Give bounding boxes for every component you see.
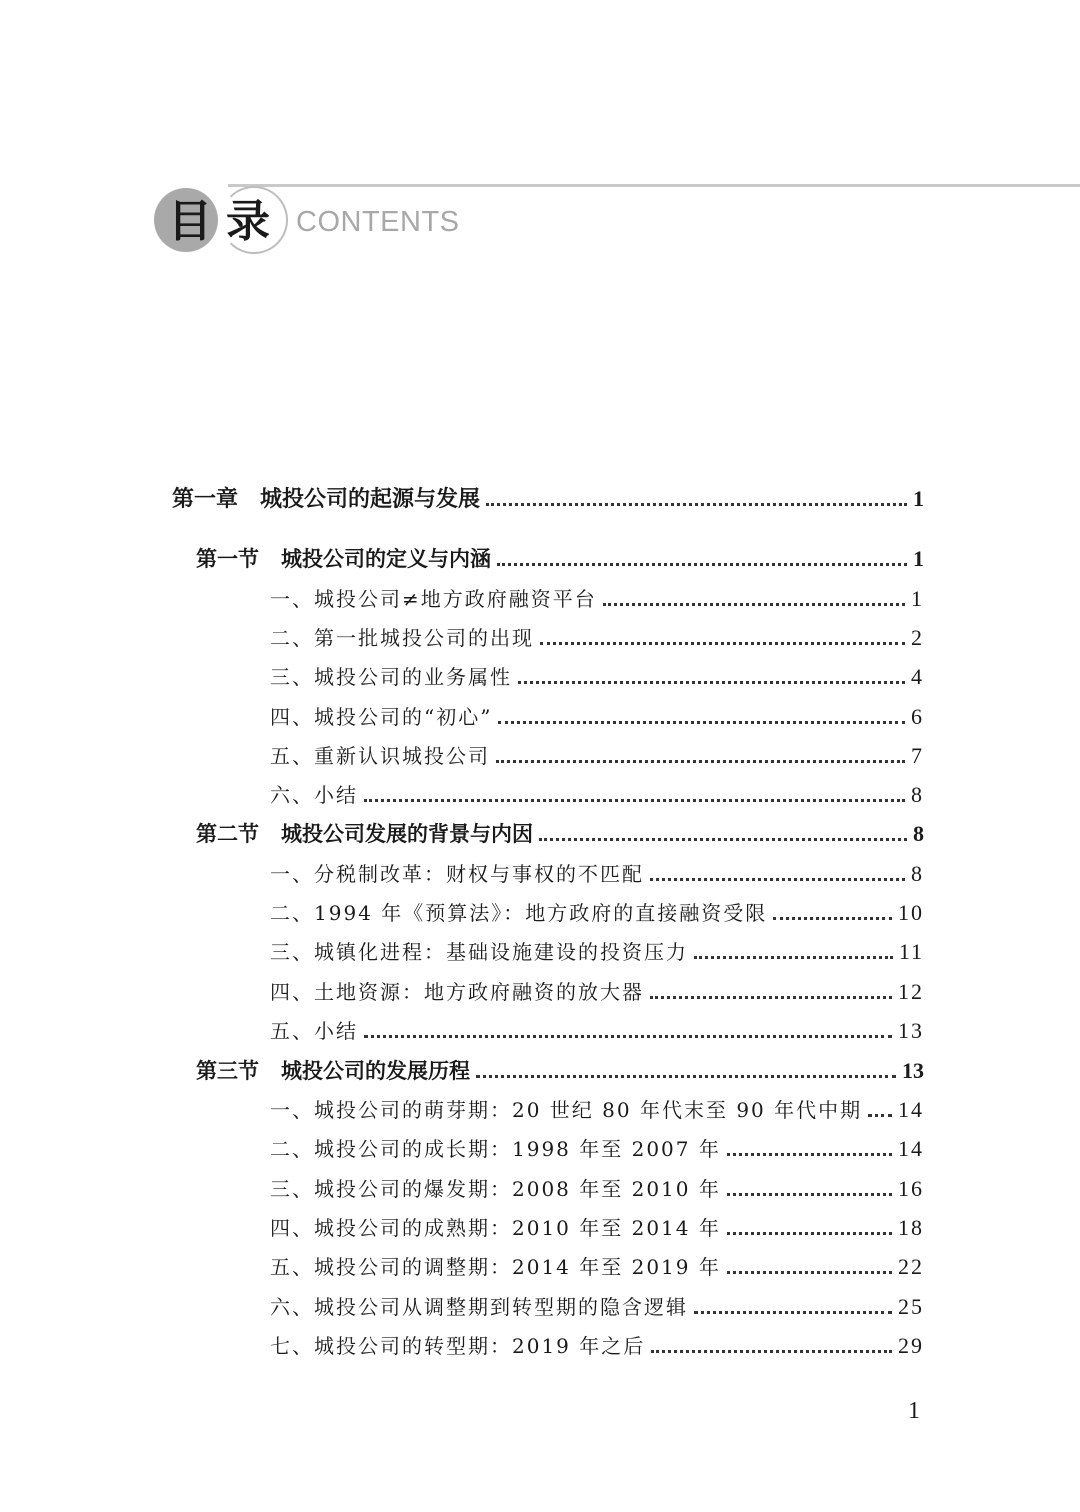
item-page: 14 (898, 1097, 924, 1122)
item-title: 六、城投公司从调整期到转型期的隐含逻辑 (270, 1295, 688, 1319)
leader-dots (498, 721, 905, 724)
toc-item[interactable] (270, 933, 924, 967)
item-title: 三、城投公司的业务属性 (270, 665, 512, 689)
item-page: 29 (898, 1333, 924, 1358)
title-char-lu: 录 (226, 196, 270, 247)
section-page: 1 (913, 546, 924, 571)
item-page: 11 (898, 939, 924, 964)
leader-dots (727, 1232, 892, 1235)
toc-item[interactable] (270, 1091, 924, 1125)
item-page: 2 (911, 625, 924, 650)
chapter-number: 第一章 (172, 486, 239, 512)
item-title: 五、城投公司的调整期：2014 年至 2019 年 (270, 1255, 721, 1279)
item-title: 四、城投公司的“初心” (270, 705, 493, 729)
item-page: 12 (898, 979, 924, 1004)
item-page: 1 (911, 586, 924, 611)
item-title: 二、1994 年《预算法》：地方政府的直接融资受限 (270, 901, 768, 925)
item-title: 一、城投公司的萌芽期：20 世纪 80 年代末至 90 年代中期 (270, 1098, 863, 1122)
toc-item[interactable] (270, 737, 924, 771)
toc-item[interactable] (270, 1248, 924, 1282)
item-title: 二、第一批城投公司的出现 (270, 626, 534, 650)
item-title: 三、城镇化进程：基础设施建设的投资压力 (270, 940, 688, 964)
item-title: 一、城投公司≠地方政府融资平台 (270, 587, 597, 611)
item-page: 8 (911, 861, 924, 886)
leader-dots (476, 1075, 896, 1078)
leader-dots (364, 799, 905, 802)
toc-item[interactable] (270, 894, 924, 928)
toc-section-3[interactable] (196, 1052, 924, 1086)
chapter-page: 1 (913, 486, 924, 511)
leader-dots (651, 1350, 892, 1353)
section-title: 城投公司的发展历程 (281, 1059, 470, 1083)
contents-header (150, 184, 550, 256)
item-title: 五、小结 (270, 1019, 358, 1043)
toc-item[interactable] (270, 1130, 924, 1164)
toc-section-2[interactable] (196, 815, 924, 849)
contents-subtitle: CONTENTS (296, 206, 460, 238)
leader-dots (518, 681, 905, 684)
item-title: 七、城投公司的转型期：2019 年之后 (270, 1334, 646, 1358)
toc-item[interactable] (270, 1327, 924, 1361)
item-title: 二、城投公司的成长期：1998 年至 2007 年 (270, 1137, 721, 1161)
item-title: 三、城投公司的爆发期：2008 年至 2010 年 (270, 1177, 721, 1201)
leader-dots (727, 1153, 892, 1156)
toc-item[interactable] (270, 776, 924, 810)
section-title: 城投公司发展的背景与内因 (281, 822, 533, 846)
section-page: 8 (913, 821, 924, 846)
toc-item[interactable] (270, 1170, 924, 1204)
leader-dots (539, 838, 907, 841)
leader-dots (603, 603, 905, 606)
item-title: 四、土地资源：地方政府融资的放大器 (270, 980, 644, 1004)
item-page: 22 (898, 1254, 924, 1279)
leader-dots (773, 917, 892, 920)
item-page: 10 (898, 900, 924, 925)
item-page: 8 (911, 782, 924, 807)
leader-dots (650, 996, 892, 999)
item-page: 4 (911, 664, 924, 689)
leader-dots (694, 956, 893, 959)
leader-dots (540, 642, 905, 645)
leader-dots (868, 1114, 892, 1117)
toc-item[interactable] (270, 1288, 924, 1322)
item-title: 六、小结 (270, 783, 358, 807)
item-page: 13 (898, 1018, 924, 1043)
leader-dots (496, 760, 905, 763)
section-number: 第一节 (196, 547, 259, 571)
leader-dots (497, 563, 907, 566)
leader-dots (364, 1035, 892, 1038)
item-page: 6 (911, 704, 924, 729)
toc-item[interactable] (270, 1012, 924, 1046)
title-char-mu: 目 (168, 196, 212, 247)
toc-item[interactable] (270, 855, 924, 889)
section-title: 城投公司的定义与内涵 (281, 547, 491, 571)
section-page: 13 (902, 1058, 924, 1083)
leader-dots (650, 878, 905, 881)
section-number: 第二节 (196, 822, 259, 846)
toc-item[interactable] (270, 1209, 924, 1243)
item-page: 14 (898, 1136, 924, 1161)
toc-item[interactable] (270, 580, 924, 614)
leader-dots (727, 1193, 892, 1196)
item-page: 18 (898, 1215, 924, 1240)
item-page: 25 (898, 1294, 924, 1319)
item-page: 7 (911, 743, 924, 768)
toc-item[interactable] (270, 658, 924, 692)
leader-dots (727, 1271, 892, 1274)
item-title: 一、分税制改革：财权与事权的不匹配 (270, 862, 644, 886)
item-title: 五、重新认识城投公司 (270, 744, 490, 768)
toc-chapter-1[interactable] (172, 480, 924, 514)
item-page: 16 (898, 1176, 924, 1201)
chapter-title: 城投公司的起源与发展 (260, 486, 481, 512)
section-number: 第三节 (196, 1059, 259, 1083)
toc-item[interactable] (270, 698, 924, 732)
folio-page-number: 1 (908, 1398, 920, 1424)
leader-dots (694, 1311, 892, 1314)
leader-dots (486, 503, 907, 506)
item-title: 四、城投公司的成熟期：2010 年至 2014 年 (270, 1216, 721, 1240)
toc-item[interactable] (270, 619, 924, 653)
toc-item[interactable] (270, 973, 924, 1007)
toc-section-1[interactable] (196, 540, 924, 574)
